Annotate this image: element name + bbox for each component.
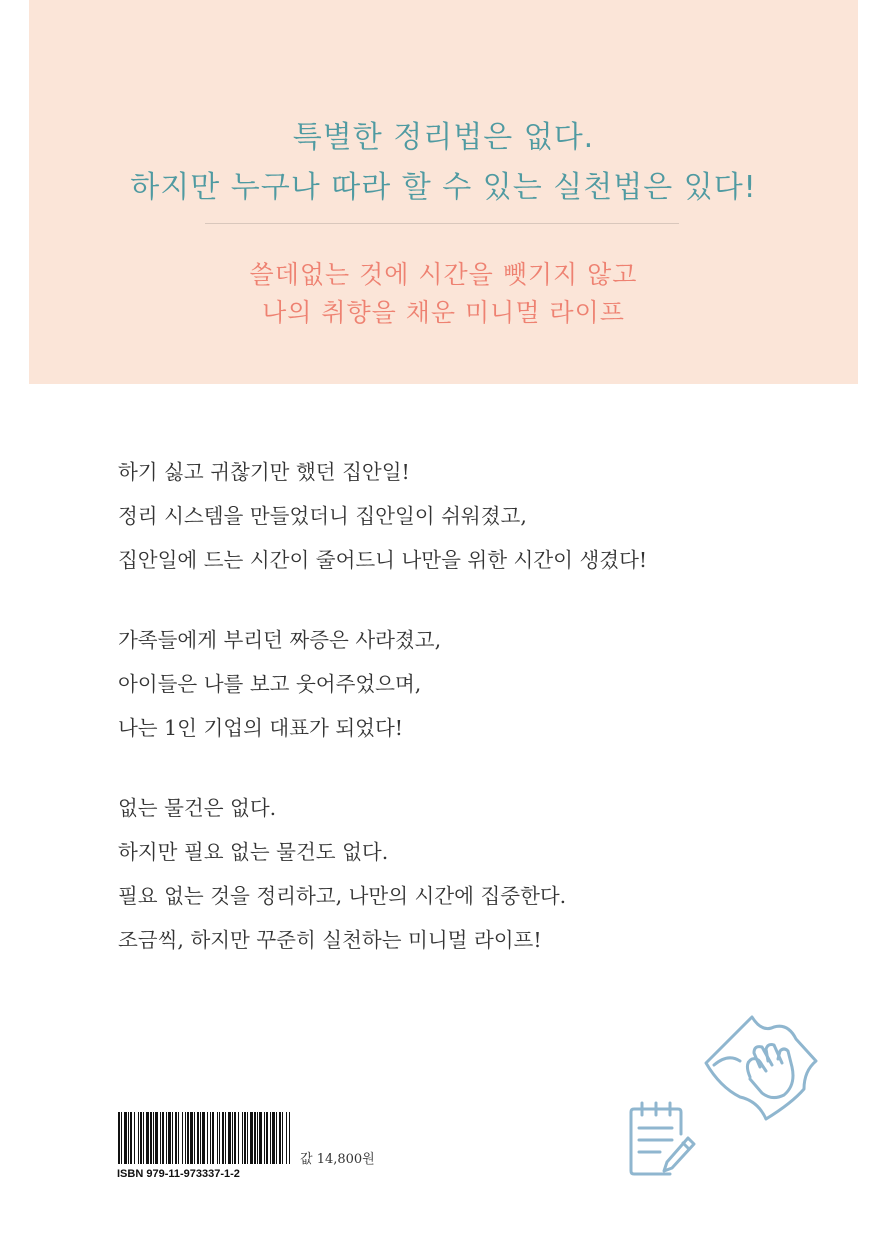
body-line: 집안일에 드는 시간이 줄어드니 나만을 위한 시간이 생겼다! — [118, 548, 648, 572]
barcode-bar — [264, 1112, 265, 1164]
isbn-number: ISBN 979-11-973337-1-2 — [117, 1168, 240, 1180]
paragraph-1 — [118, 450, 818, 582]
body-line: 하기 싫고 귀찮기만 했던 집안일! — [118, 460, 410, 484]
barcode-bar — [175, 1112, 177, 1164]
barcode-bar — [289, 1112, 290, 1164]
barcode-bar — [217, 1112, 218, 1164]
top-panel — [29, 0, 858, 384]
barcode-bar — [182, 1112, 183, 1164]
barcode-bar — [121, 1112, 122, 1164]
barcode-bar — [124, 1112, 127, 1164]
barcode-bar — [134, 1112, 135, 1164]
barcode-bar — [187, 1112, 189, 1164]
barcode-bar — [219, 1112, 220, 1164]
barcode-bar — [150, 1112, 152, 1164]
tagline-line-2: 나의 취향을 채운 미니멀 라이프 — [262, 298, 625, 327]
barcode-block — [117, 1112, 293, 1180]
headline-line-2: 하지만 누구나 따라 할 수 있는 실천법은 있다! — [130, 170, 757, 205]
barcode-bar — [270, 1112, 271, 1164]
body-text — [118, 450, 818, 998]
barcode-bar — [166, 1112, 167, 1164]
tagline-line-1: 쓸데없는 것에 시간을 뺏기지 않고 — [249, 260, 638, 289]
barcode-bar — [234, 1112, 236, 1164]
barcode-bar — [138, 1112, 139, 1164]
barcode-bar — [178, 1112, 179, 1164]
barcode-bar — [202, 1112, 205, 1164]
barcode-bar — [140, 1112, 142, 1164]
body-line: 하지만 필요 없는 물건도 없다. — [118, 840, 389, 864]
barcode-bar — [257, 1112, 258, 1164]
barcode-bar — [207, 1112, 208, 1164]
barcode — [117, 1112, 293, 1164]
divider — [205, 223, 679, 224]
paragraph-3 — [118, 786, 818, 962]
barcode-bar — [286, 1112, 287, 1164]
body-line: 정리 시스템을 만들었더니 집안일이 쉬워졌고, — [118, 504, 527, 528]
body-line: 가족들에게 부리던 짜증은 사라졌고, — [118, 628, 442, 652]
barcode-bar — [210, 1112, 211, 1164]
barcode-bar — [232, 1112, 233, 1164]
barcode-bar — [172, 1112, 173, 1164]
body-line: 필요 없는 것을 정리하고, 나만의 시간에 집중한다. — [118, 884, 567, 908]
barcode-bar — [225, 1112, 226, 1164]
barcode-bar — [238, 1112, 239, 1164]
barcode-bar — [130, 1112, 132, 1164]
barcode-bar — [146, 1112, 149, 1164]
body-line: 없는 물건은 없다. — [118, 796, 277, 820]
barcode-bar — [222, 1112, 224, 1164]
barcode-bar — [212, 1112, 214, 1164]
barcode-bar — [254, 1112, 256, 1164]
barcode-bar — [197, 1112, 199, 1164]
barcode-bar — [194, 1112, 195, 1164]
barcode-bar — [250, 1112, 253, 1164]
price-label: 값 14,800원 — [300, 1152, 375, 1167]
barcode-bar — [200, 1112, 201, 1164]
barcode-bar — [247, 1112, 248, 1164]
headline-line-1: 특별한 정리법은 없다. — [292, 120, 595, 155]
barcode-bar — [168, 1112, 171, 1164]
paragraph-2 — [118, 618, 818, 750]
notepad-pencil-icon — [628, 1100, 698, 1180]
barcode-bar — [128, 1112, 129, 1164]
barcode-bar — [272, 1112, 275, 1164]
barcode-bar — [242, 1112, 243, 1164]
barcode-bar — [162, 1112, 164, 1164]
barcode-bar — [143, 1112, 144, 1164]
body-line: 나는 1인 기업의 대표가 되었다! — [118, 716, 403, 740]
barcode-bar — [282, 1112, 283, 1164]
barcode-bar — [153, 1112, 154, 1164]
barcode-bar — [160, 1112, 161, 1164]
barcode-bar — [190, 1112, 193, 1164]
barcode-bar — [185, 1112, 186, 1164]
barcode-bar — [155, 1112, 158, 1164]
barcode-bar — [276, 1112, 277, 1164]
barcode-bar — [266, 1112, 268, 1164]
wiping-cloth-hand-icon — [700, 1005, 822, 1123]
body-line: 조금씩, 하지만 꾸준히 실천하는 미니멀 라이프! — [118, 928, 542, 952]
barcode-bar — [228, 1112, 231, 1164]
barcode-bar — [279, 1112, 281, 1164]
barcode-bar — [244, 1112, 246, 1164]
barcode-bar — [259, 1112, 262, 1164]
body-line: 아이들은 나를 보고 웃어주었으며, — [118, 672, 422, 696]
barcode-bar — [118, 1112, 120, 1164]
